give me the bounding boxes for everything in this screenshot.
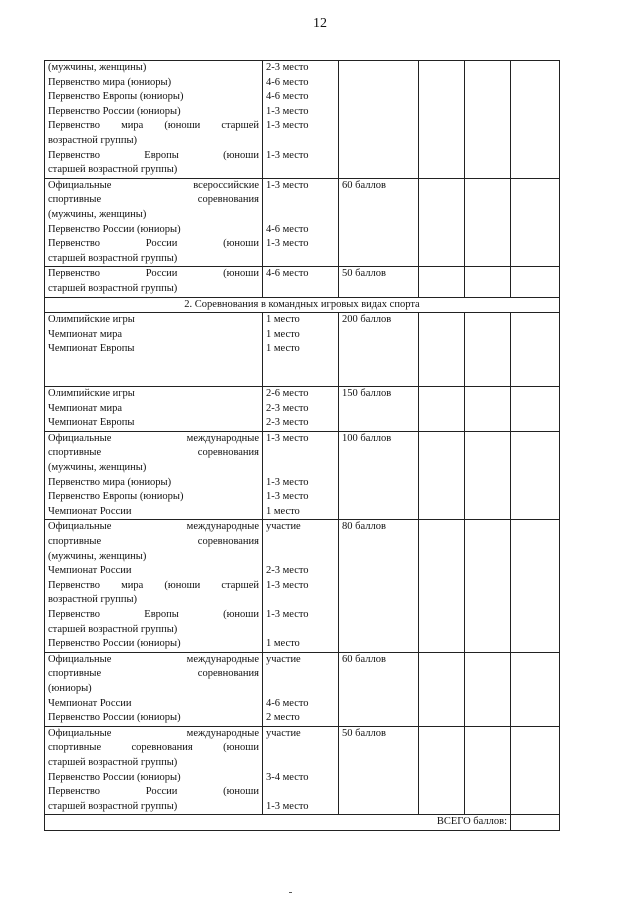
event-line: Первенство Европы (юноши [48, 149, 259, 161]
page-number: 12 [313, 16, 327, 31]
table-row [45, 267, 560, 297]
event-line: Чемпионат России [48, 505, 132, 517]
points-cell: 80 баллов [339, 520, 419, 652]
place-line: 1-3 место [266, 149, 309, 161]
event-line: старшей возрастной группы) [48, 756, 178, 768]
points-cell [339, 61, 419, 179]
event-line: Первенство мира (юноши старшей [48, 120, 259, 132]
empty-cell [511, 313, 560, 387]
table-row [45, 178, 560, 267]
event-cell [45, 431, 263, 520]
event-line: Первенство мира (юниоры) [48, 76, 172, 88]
place-line: 1-3 место [266, 579, 309, 591]
event-line: (мужчины, женщины) [48, 208, 147, 220]
event-line: возрастной группы) [48, 134, 138, 146]
place-line: 4-6 место [266, 697, 309, 709]
place-line: 1 место [266, 314, 300, 326]
place-line: 1-3 место [266, 476, 309, 488]
event-line: старшей возрастной группы) [48, 282, 178, 294]
table-row [45, 431, 560, 520]
empty-cell [419, 652, 465, 726]
event-line: Чемпионат России [48, 697, 132, 709]
empty-cell [465, 520, 511, 652]
event-line: спортивные соревнования [48, 447, 259, 459]
place-cell [263, 387, 339, 432]
points-cell: 60 баллов [339, 178, 419, 267]
place-line [266, 741, 335, 756]
event-line: Первенство Европы (юноши [48, 608, 259, 620]
place-cell [263, 313, 339, 387]
place-line [266, 756, 335, 771]
place-line: 1-3 место [266, 238, 309, 250]
event-line: Официальные международные [48, 727, 259, 739]
empty-cell [419, 431, 465, 520]
event-line: Олимпийские игры [48, 388, 135, 400]
empty-cell [465, 652, 511, 726]
event-cell [45, 267, 263, 297]
place-line [266, 785, 335, 800]
event-line: Официальные международные [48, 521, 259, 533]
empty-cell [465, 431, 511, 520]
place-cell [263, 652, 339, 726]
place-line: 3-4 место [266, 771, 309, 783]
event-cell [45, 520, 263, 652]
table-row [45, 61, 560, 179]
place-line [266, 193, 335, 208]
place-line: участие [266, 653, 301, 665]
place-line [266, 134, 335, 149]
place-cell [263, 178, 339, 267]
points-cell: 50 баллов [339, 726, 419, 815]
empty-cell [511, 61, 560, 179]
event-line: спортивные соревнования [48, 668, 259, 680]
place-line: 2-3 место [266, 565, 309, 577]
event-line: Первенство России (юноши [48, 268, 259, 280]
table-row [45, 652, 560, 726]
empty-cell [511, 726, 560, 815]
empty-cell [465, 726, 511, 815]
place-line [266, 446, 335, 461]
place-line: 1 место [266, 343, 300, 355]
event-line: Чемпионат мира [48, 402, 123, 414]
place-line: 4-6 место [266, 76, 309, 88]
points-cell: 100 баллов [339, 431, 419, 520]
event-line: Первенство России (юноши [48, 786, 259, 798]
place-line: 4-6 место [266, 223, 309, 235]
place-line: 1-3 место [266, 491, 309, 503]
event-cell [45, 61, 263, 179]
event-line: Официальные международные [48, 653, 259, 665]
event-line: (мужчины, женщины) [48, 62, 147, 73]
empty-cell [511, 387, 560, 432]
empty-cell [465, 313, 511, 387]
points-cell: 60 баллов [339, 652, 419, 726]
empty-cell [419, 520, 465, 652]
place-line: участие [266, 727, 301, 739]
event-line: старшей возрастной группы) [48, 623, 178, 635]
points-cell: 50 баллов [339, 267, 419, 297]
event-line: (мужчины, женщины) [48, 462, 147, 474]
empty-cell [511, 267, 560, 297]
place-line: 1-3 место [266, 800, 309, 812]
place-line: 2-3 место [266, 62, 309, 73]
place-line: 2 место [266, 712, 300, 724]
place-cell [263, 267, 339, 297]
place-line: 1-3 место [266, 105, 309, 117]
total-row [45, 815, 560, 831]
table-row [45, 387, 560, 432]
place-line [266, 667, 335, 682]
event-line: Первенство Европы (юниоры) [48, 91, 184, 103]
empty-cell [465, 178, 511, 267]
scan-mark [289, 892, 292, 893]
empty-cell [511, 431, 560, 520]
event-line: Первенство мира (юниоры) [48, 476, 172, 488]
event-line: Первенство России (юниоры) [48, 712, 181, 724]
empty-cell [465, 387, 511, 432]
place-line [266, 550, 335, 565]
place-line: 1 место [266, 505, 300, 517]
event-line: Первенство России (юниоры) [48, 105, 181, 117]
event-line: старшей возрастной группы) [48, 164, 178, 176]
event-line: Первенство мира (юноши старшей [48, 579, 259, 591]
place-line: 1-3 место [266, 432, 309, 444]
empty-cell [511, 178, 560, 267]
place-line: 1-3 место [266, 120, 309, 132]
event-line: старшей возрастной группы) [48, 252, 178, 264]
place-line: 2-3 место [266, 402, 309, 414]
empty-cell [419, 387, 465, 432]
total-value-cell [511, 815, 560, 831]
place-cell [263, 520, 339, 652]
event-line: Чемпионат мира [48, 328, 123, 340]
event-line: Чемпионат Европы [48, 343, 135, 355]
event-line: возрастной группы) [48, 594, 138, 606]
place-cell [263, 61, 339, 179]
place-line: 1 место [266, 638, 300, 650]
points-cell: 200 баллов [339, 313, 419, 387]
table-row [45, 520, 560, 652]
empty-cell [419, 61, 465, 179]
place-line [266, 535, 335, 550]
place-line [266, 461, 335, 476]
event-line: Чемпионат Европы [48, 417, 135, 429]
event-line: Первенство России (юниоры) [48, 223, 181, 235]
place-cell [263, 726, 339, 815]
place-cell [263, 431, 339, 520]
place-line: 4-6 место [266, 268, 309, 280]
section-title: 2. Соревнования в командных игровых видах спорта [45, 297, 560, 313]
empty-cell [511, 520, 560, 652]
total-label: ВСЕГО баллов: [45, 815, 511, 831]
section-row [45, 297, 560, 313]
table-row [45, 726, 560, 815]
event-line: старшей возрастной группы) [48, 800, 178, 812]
event-cell [45, 652, 263, 726]
place-line: участие [266, 521, 301, 533]
event-line: Официальные международные [48, 432, 259, 444]
event-line [48, 371, 259, 386]
empty-cell [419, 726, 465, 815]
event-line: Первенство России (юниоры) [48, 771, 181, 783]
table-row [45, 313, 560, 387]
event-line [48, 357, 259, 372]
event-line: Чемпионат России [48, 565, 132, 577]
empty-cell [419, 267, 465, 297]
place-line: 4-6 место [266, 91, 309, 103]
event-line: Первенство России (юниоры) [48, 638, 181, 650]
event-line: спортивные соревнования [48, 536, 259, 547]
place-line: 1 место [266, 328, 300, 340]
event-line: Олимпийские игры [48, 314, 135, 326]
event-line: спортивные соревнования (юноши [48, 742, 259, 754]
event-cell [45, 726, 263, 815]
event-line: спортивные соревнования [48, 194, 259, 206]
place-line: 1-3 место [266, 608, 309, 620]
event-line: Первенство Европы (юниоры) [48, 491, 184, 503]
place-line [266, 682, 335, 697]
event-line: Официальные всероссийские [48, 179, 259, 191]
place-line: 2-6 место [266, 388, 309, 400]
place-line [266, 623, 335, 638]
place-line [266, 208, 335, 223]
event-cell [45, 313, 263, 387]
event-cell [45, 178, 263, 267]
empty-cell [511, 652, 560, 726]
points-cell: 150 баллов [339, 387, 419, 432]
event-cell [45, 387, 263, 432]
empty-cell [419, 313, 465, 387]
scoring-table-body [45, 61, 560, 831]
place-line: 1-3 место [266, 179, 309, 191]
event-line: Первенство России (юноши [48, 238, 259, 250]
event-line: (мужчины, женщины) [48, 550, 147, 562]
scoring-table [44, 60, 560, 831]
place-line [266, 593, 335, 608]
event-line: (юниоры) [48, 682, 92, 694]
empty-cell [419, 178, 465, 267]
place-line: 2-3 место [266, 417, 309, 429]
empty-cell [465, 267, 511, 297]
empty-cell [465, 61, 511, 179]
